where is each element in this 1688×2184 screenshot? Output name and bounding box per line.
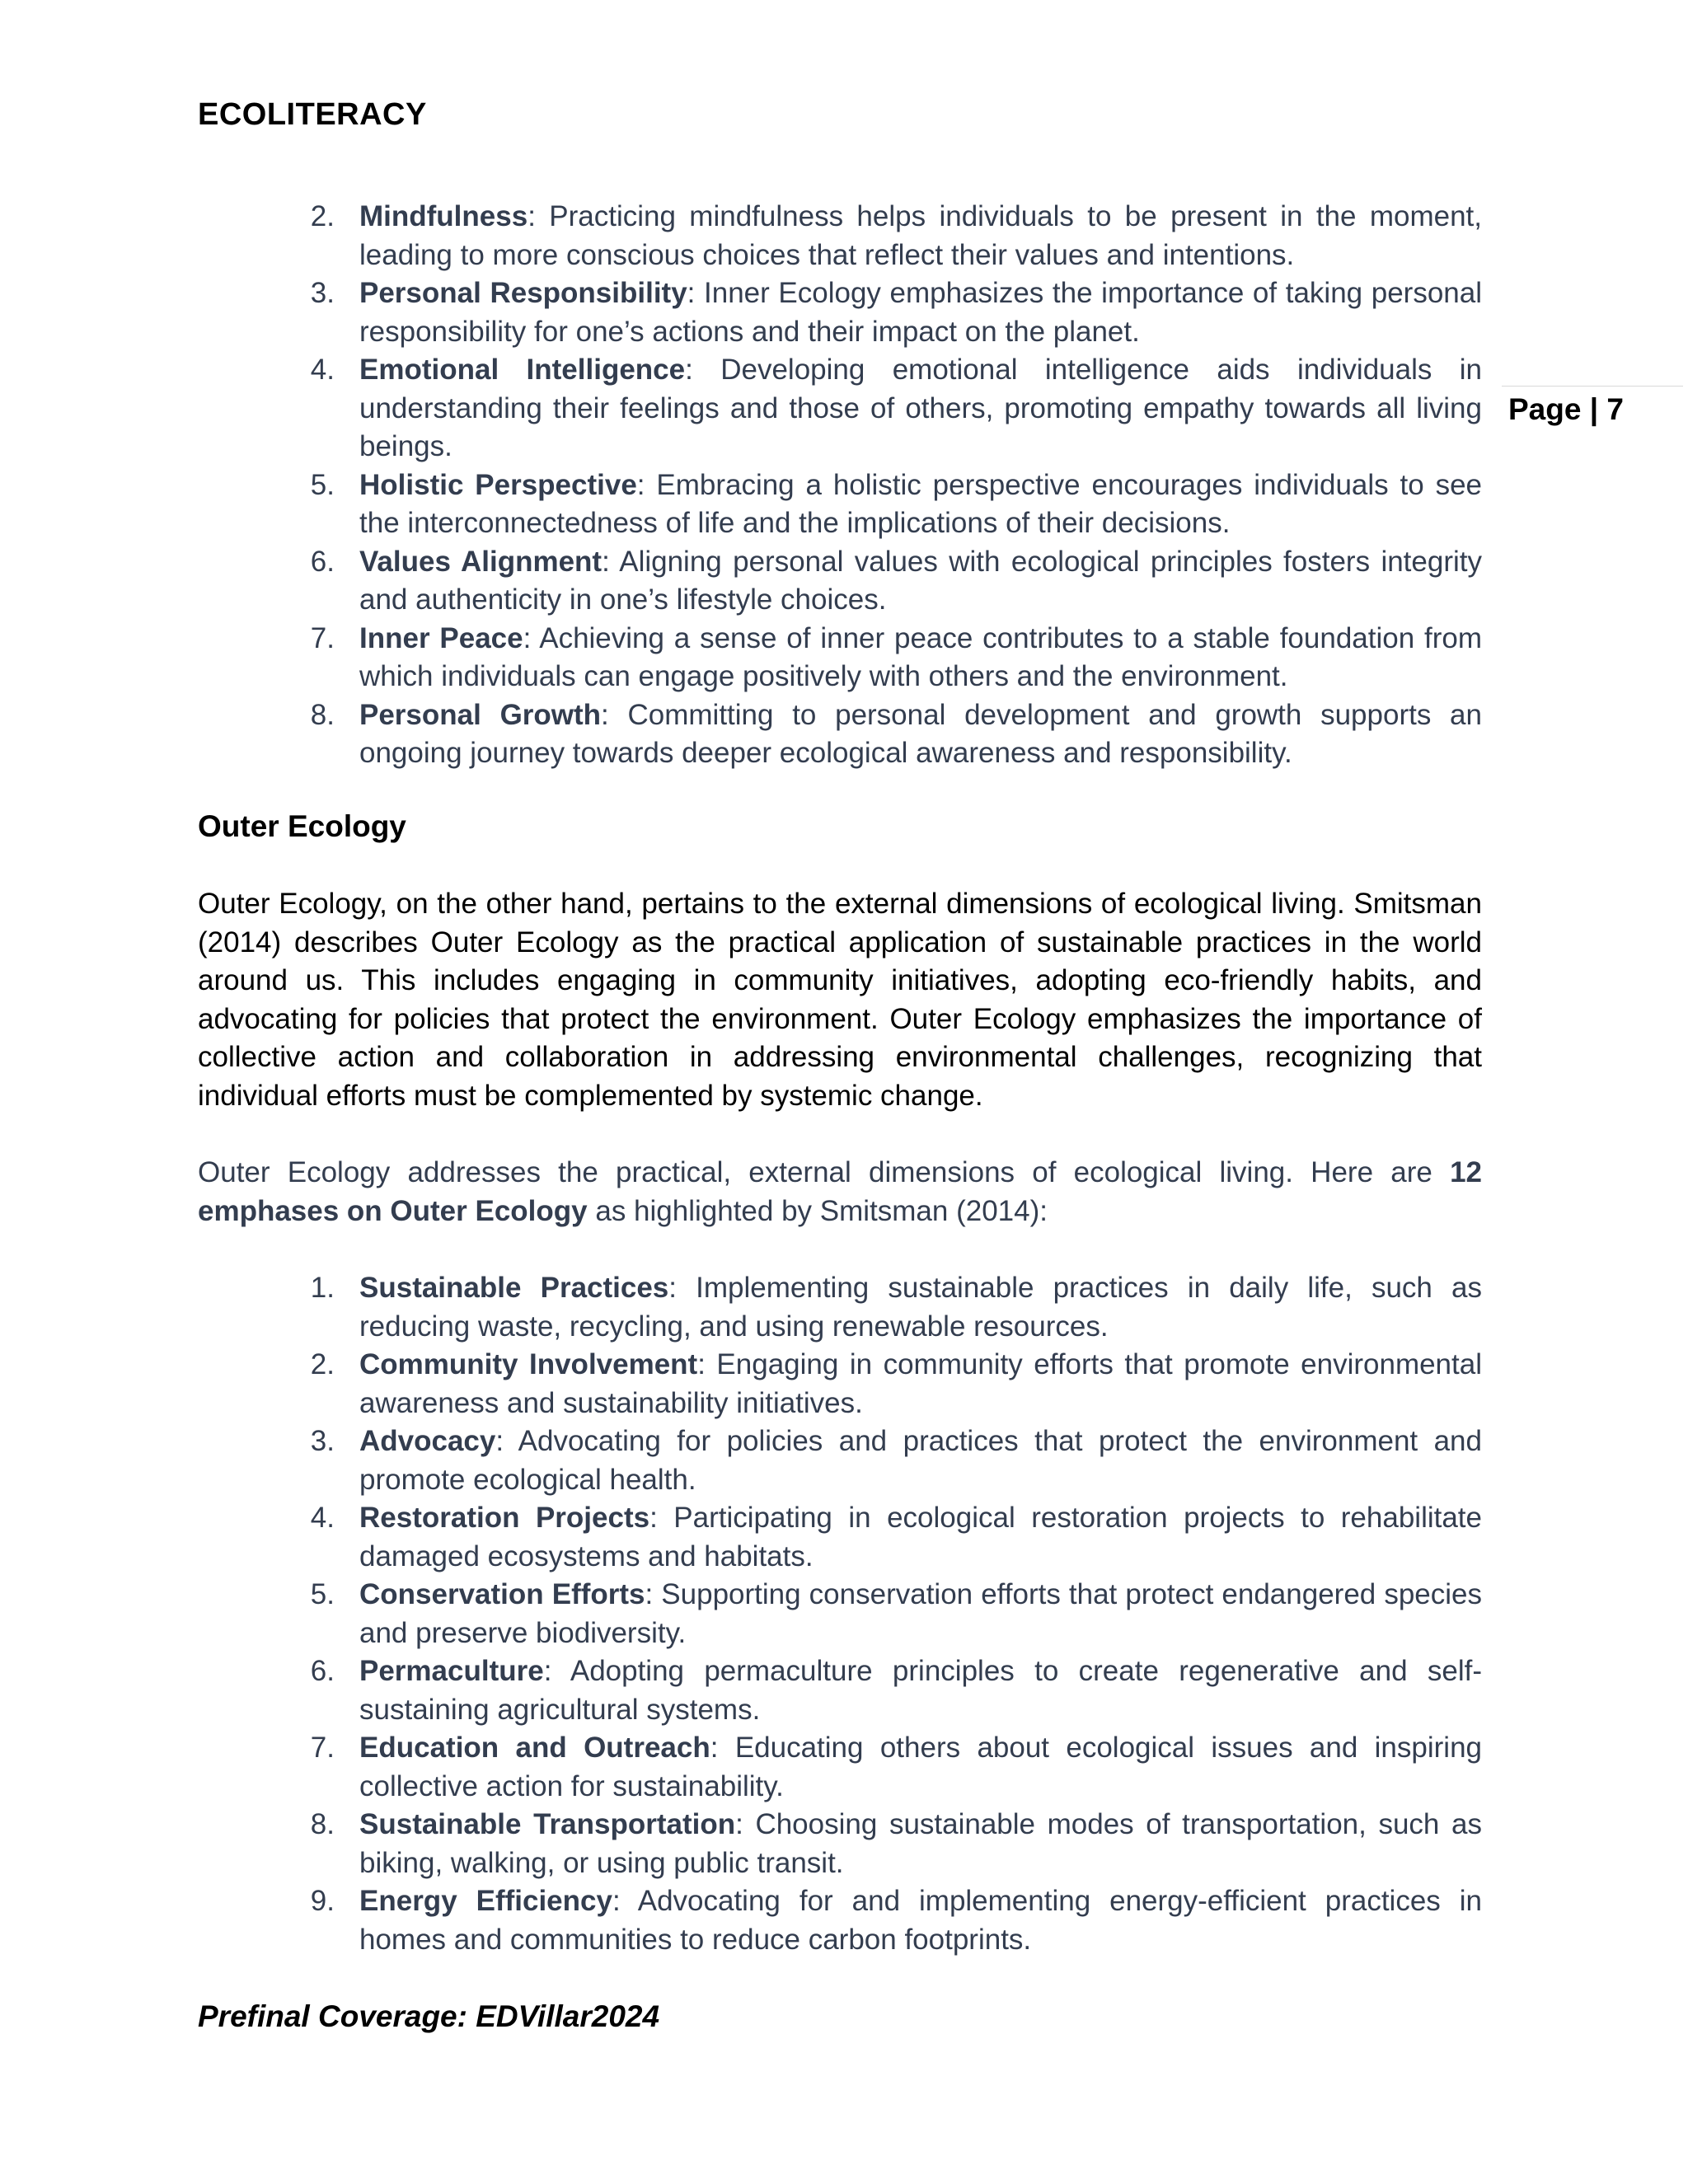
list-item-term: Permaculture (359, 1655, 544, 1687)
list-item-text: : Choosing sustainable modes of transportation, such as biking, walking, or using public transit. (359, 1808, 1482, 1879)
paragraph-emphasis: 12 emphases on Outer Ecology (198, 1156, 1482, 1227)
list-item-number: 2. (310, 200, 335, 232)
list-item-term: Sustainable Practices (359, 1272, 669, 1304)
list-item-term: Energy Efficiency (359, 1885, 612, 1917)
list-item (288, 1652, 1482, 1729)
list-item-term: Values Alignment (359, 545, 603, 578)
list-item (288, 696, 1482, 773)
list-item-term: Personal Growth (359, 698, 602, 731)
list-item-number: 6. (310, 545, 335, 578)
list-item-number: 4. (310, 1502, 335, 1534)
list-item (288, 1422, 1482, 1499)
list-item-number: 4. (310, 354, 335, 386)
outer-ecology-paragraph-2 (198, 1154, 1482, 1230)
list-item-number: 7. (310, 621, 335, 654)
list-item-term: Conservation Efforts (359, 1578, 645, 1610)
list-item-text: : Aligning personal values with ecological principles fosters integrity and authenticity in one’s lifestyle choices. (359, 545, 1482, 616)
list-item-number: 8. (310, 1808, 335, 1840)
list-item-text: : Implementing sustainable practices in daily life, such as reducing waste, recycling, and using renewable resources. (359, 1272, 1483, 1343)
list-item (288, 351, 1482, 466)
list-item-text: : Inner Ecology emphasizes the importance of taking personal responsibility for one’s actions and their impact on the planet. (359, 277, 1482, 348)
paragraph-text: Outer Ecology addresses the practical, external dimensions of ecological living. Here are (198, 1156, 1451, 1188)
paragraph-text: as highlighted by Smitsman (2014): (587, 1194, 1048, 1227)
list-item-term: Mindfulness (359, 200, 528, 232)
list-item-number: 5. (310, 468, 335, 501)
list-item-text: : Adopting permaculture principles to create regenerative and self-sustaining agricultural systems. (359, 1655, 1482, 1726)
list-item-text: : Engaging in community efforts that promote environmental awareness and sustainability initiatives. (359, 1348, 1482, 1419)
list-item-number: 3. (310, 277, 335, 309)
list-item-number: 5. (310, 1578, 335, 1610)
list-item-text: : Advocating for policies and practices that protect the environment and promote ecological health. (359, 1425, 1482, 1496)
list-item (288, 1499, 1482, 1576)
list-item (288, 1346, 1482, 1422)
list-item-term: Personal Responsibility (359, 277, 687, 309)
section-heading-outer-ecology: Outer Ecology (198, 809, 406, 843)
list-item (288, 1882, 1482, 1959)
list-item (288, 1729, 1482, 1806)
list-item (288, 466, 1482, 543)
list-item-number: 8. (310, 698, 335, 731)
list-item-term: Restoration Projects (359, 1502, 650, 1534)
list-item-term: Emotional Intelligence (359, 354, 686, 386)
list-item-number: 7. (310, 1732, 335, 1764)
list-item-text: : Practicing mindfulness helps individuals to be present in the moment, leading to more conscious choices that reflect their values and intentions. (359, 200, 1482, 271)
list-item-text: : Educating others about ecological issues and inspiring collective action for sustainability. (359, 1732, 1483, 1802)
outer-ecology-paragraph-1: Outer Ecology, on the other hand, pertains to the external dimensions of ecological living. Smitsman (2014) describes Outer Ecology as the practical application of sustainable practices in the world around us. This includes engaging in community initiatives, adopting eco-friendly habits, and advocating for policies that protect the environment. Outer Ecology emphasizes the importance of collective action and collaboration in addressing environmental challenges, recognizing that individual efforts must be complemented by systemic change. (198, 888, 1482, 1112)
list-item-text: : Achieving a sense of inner peace contributes to a stable foundation from which individuals can engage positively with others and the environment. (359, 621, 1483, 692)
list-item-term: Inner Peace (359, 621, 523, 654)
list-item-number: 1. (310, 1272, 335, 1304)
list-item (288, 198, 1482, 274)
list-item-number: 2. (310, 1348, 335, 1380)
list-item-number: 6. (310, 1655, 335, 1687)
inner-ecology-list (288, 198, 1482, 773)
list-item (288, 1269, 1482, 1346)
list-item (288, 274, 1482, 351)
outer-ecology-list (288, 1269, 1482, 1959)
list-item (288, 1576, 1482, 1652)
list-item-term: Advocacy (359, 1425, 496, 1457)
footer-coverage-note: Prefinal Coverage: EDVillar2024 (198, 1999, 660, 2033)
list-item-term: Holistic Perspective (359, 468, 637, 501)
list-item-text: : Embracing a holistic perspective encourages individuals to see the interconnectedness of life and the implications of their decisions. (359, 468, 1482, 539)
list-item-text: : Committing to personal development and growth supports an ongoing journey towards deeper ecological awareness and responsibility. (359, 698, 1482, 769)
list-item-text: : Participating in ecological restoration projects to rehabilitate damaged ecosystems and habitats. (359, 1502, 1482, 1572)
list-item-text: : Supporting conservation efforts that protect endangered species and preserve biodiversity. (359, 1578, 1483, 1649)
list-item (288, 1806, 1482, 1882)
page-number: Page | 7 (1508, 392, 1624, 426)
list-item-text: : Developing emotional intelligence aids individuals in understanding their feelings and those of others, promoting empathy towards all living beings. (359, 354, 1482, 462)
list-item (288, 543, 1482, 620)
page-number-divider (1502, 386, 1683, 387)
list-item-text: : Advocating for and implementing energy-efficient practices in homes and communities to reduce carbon footprints. (359, 1885, 1482, 1956)
running-header-title: ECOLITERACY (198, 97, 427, 132)
list-item-number: 3. (310, 1425, 335, 1457)
list-item-term: Education and Outreach (359, 1732, 710, 1764)
list-item-term: Community Involvement (359, 1348, 698, 1380)
list-item (288, 620, 1482, 696)
list-item-number: 9. (310, 1885, 335, 1917)
list-item-term: Sustainable Transportation (359, 1808, 736, 1840)
